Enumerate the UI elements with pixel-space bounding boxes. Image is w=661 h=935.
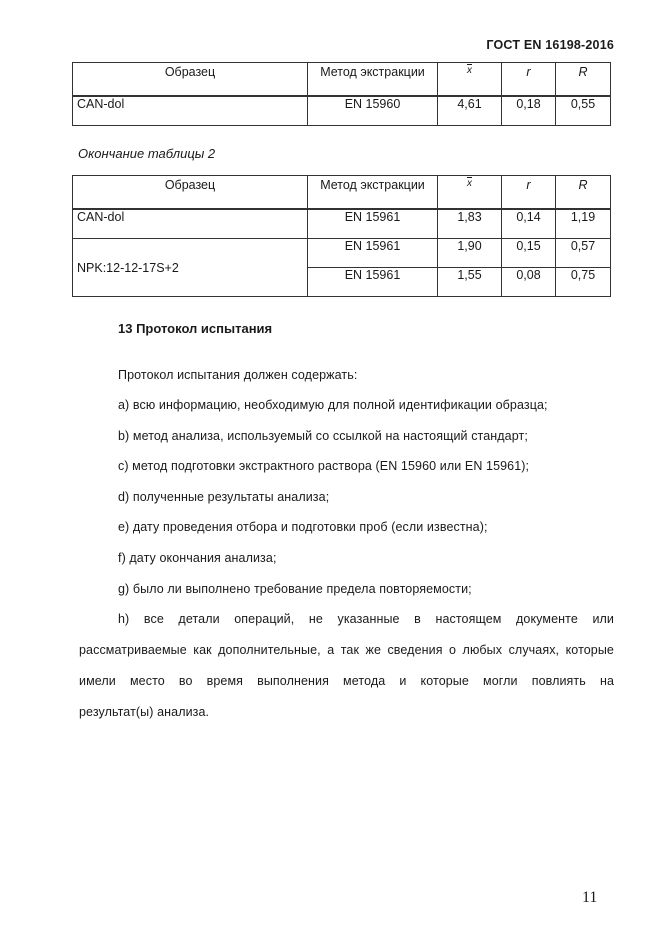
table-header-row [73,63,611,97]
results-table-top [72,62,611,126]
list-item-c: c) метод подготовки экстрактного раствора (EN 15960 или EN 15961); [118,459,530,473]
cell-method: EN 15961 [308,209,438,239]
cell-r: 0,18 [502,96,556,126]
col-header-sample: Образец [73,176,308,210]
col-header-sample: Образец [73,63,308,97]
cell-mean: 4,61 [438,96,502,126]
cell-sample: CAN-dol [73,209,308,239]
col-header-R: R [556,176,611,210]
list-item-h-line2: рассматриваемые как дополнительные, а так же сведения о любых случаях, которые [79,643,614,657]
cell-mean: 1,83 [438,209,502,239]
list-item-h-line1: h) все детали операций, не указанные в настоящем документе или [118,612,614,626]
col-header-r: r [502,63,556,97]
col-header-mean: $\overline{x}$ [438,63,502,97]
cell-R: 0,55 [556,96,611,126]
list-item-e: e) дату проведения отбора и подготовки проб (если известна); [118,520,488,534]
col-header-r: r [502,176,556,210]
table-caption: Окончание таблицы 2 [78,146,216,161]
cell-R: 0,57 [556,239,611,268]
table-row [73,209,611,239]
cell-r: 0,14 [502,209,556,239]
cell-r: 0,15 [502,239,556,268]
table-row [73,239,611,268]
col-header-method: Метод экстракции [308,63,438,97]
list-item-a: a) всю информацию, необходимую для полной идентификации образца; [118,398,548,412]
cell-sample: NPK:12-12-17S+2 [73,239,308,297]
section-heading: 13 Протокол испытания [118,321,273,336]
paragraph-intro: Протокол испытания должен содержать: [118,368,358,382]
cell-R: 0,75 [556,268,611,297]
cell-R: 1,19 [556,209,611,239]
cell-method: EN 15961 [308,268,438,297]
list-item-d: d) полученные результаты анализа; [118,490,330,504]
list-item-b: b) метод анализа, используемый со ссылкой на настоящий стандарт; [118,429,528,443]
cell-r: 0,08 [502,268,556,297]
cell-method: EN 15960 [308,96,438,126]
page-number: 11 [582,889,598,906]
cell-method: EN 15961 [308,239,438,268]
table-header-row [73,176,611,210]
table-row [73,96,611,126]
document-id: ГОСТ EN 16198-2016 [486,38,614,52]
cell-sample: CAN-dol [73,96,308,126]
list-item-g: g) было ли выполнено требование предела повторяемости; [118,582,472,596]
list-item-f: f) дату окончания анализа; [118,551,277,565]
col-header-method: Метод экстракции [308,176,438,210]
cell-mean: 1,55 [438,268,502,297]
cell-mean: 1,90 [438,239,502,268]
list-item-h-line4: результат(ы) анализа. [79,705,210,719]
results-table-continued [72,175,611,297]
col-header-mean: $\overline{x}$ [438,176,502,210]
col-header-R: R [556,63,611,97]
list-item-h-line3: имели место во время выполнения метода и которые могли повлиять на [79,674,614,688]
